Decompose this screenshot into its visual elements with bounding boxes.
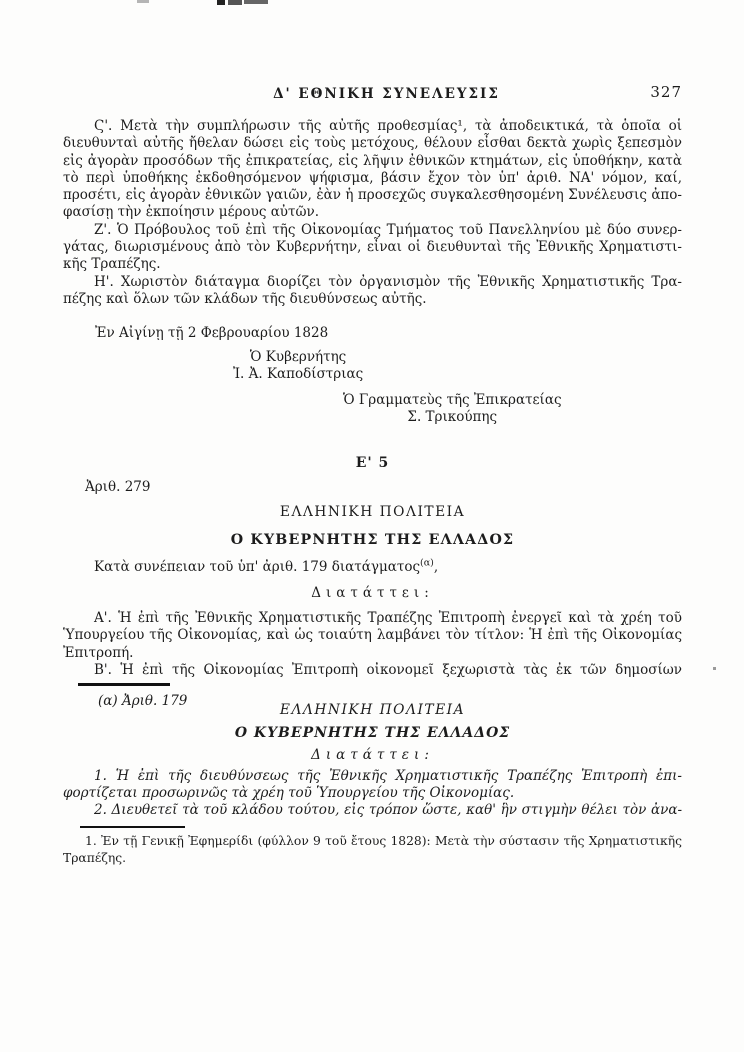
footnote-separator [78, 683, 170, 686]
text-line: κῆς Τραπέζης. [63, 256, 161, 273]
page-content [63, 0, 682, 866]
section-label: Ε' 5 [355, 454, 390, 471]
footnote-alpha-ref: (α) [420, 557, 434, 569]
dateline: Ἐν Αἰγίνῃ τῇ 2 Φεβρουαρίου 1828 [95, 325, 329, 342]
signature-secretary-wrap [63, 384, 682, 427]
text-line: γάτας, διωρισμένους ἀπὸ τὸν Κυβερνήτην, εἶναι οἱ διευθυνταὶ τῆς Ἐθνικῆς Χρηματιστι- [63, 239, 682, 256]
paragraph-article-z [63, 222, 682, 274]
scan-speck [713, 667, 716, 670]
intro-comma: , [433, 558, 439, 575]
footnote-alpha-block [63, 693, 682, 820]
paragraph-article-a [63, 610, 682, 662]
signature-name: Ἰ. Ἀ. Καποδίστριας [233, 366, 364, 383]
text-line: Ἐπιτροπή. [63, 644, 134, 661]
text-line: Β'. Ἡ ἐπὶ τῆς Οἰκονομίας Ἐπιτροπὴ οἰκονομεῖ ξεχωριστὰ τὰς ἐκ τῶν δημοσίων [94, 662, 682, 679]
text-line: διευθυνταὶ αὐτῆς ἤθελαν δώσει εἰς τοὺς μετόχους, θέλουν εἶσθαι δεκτὰ χωρὶς ξεπεσμὸν [63, 135, 682, 152]
intro-line [94, 559, 682, 576]
footnote-one [63, 833, 682, 866]
footnote-alpha-label: (α) Ἀριθ. 179 [98, 692, 188, 709]
text-line: Ὑπουργείου τῆς Οἰκονομίας, καὶ ὡς τοιαύτη λαμβάνει τὸν τίτλον: Ἡ ἐπὶ τῆς Οἰκονομίας [63, 627, 682, 644]
paragraph-article-st [63, 118, 682, 222]
text-line: Τραπέζης. [63, 850, 127, 865]
text-line: Ζ'. Ὁ Πρόβουλος τοῦ ἐπὶ τῆς Οἰκονομίας Τμήματος τοῦ Πανελληνίου μὲ δύο συνερ- [94, 221, 682, 238]
text-line: τὸ περὶ ὑποθήκης ἐκδοθησόμενον ψήφισμα, βάσιν ἔχον τὸν ὑπ' ἀριθ. ΝΑ' νόμον, καί, [63, 169, 682, 186]
decree-word: Διατάττει: [311, 584, 434, 601]
paragraph-footnote-2 [63, 802, 682, 819]
page-number: 327 [650, 83, 682, 101]
text-line: 2. Διευθετεῖ τὰ τοῦ κλάδου τούτου, εἰς τρόπον ὥστε, καθ' ἣν στιγμὴν θέλει τὸν ἀνα- [94, 802, 682, 819]
text-line: φασίσῃ τὴν ἐκποίησιν μέρους αὐτῶν. [63, 204, 319, 221]
text-line: Η'. Χωριστὸν διάταγμα διορίζει τὸν ὀργανισμὸν τῆς Ἐθνικῆς Χρηματιστικῆς Τρα- [94, 273, 682, 290]
running-header [63, 83, 682, 104]
signature-governor [233, 349, 363, 384]
text-line: Α'. Ἡ ἐπὶ τῆς Ἐθνικῆς Χρηματιστικῆς Τραπέζης Ἐπιτροπὴ ἐνεργεῖ καὶ τὰ χρέη τοῦ [94, 610, 682, 627]
text-line: πέζης καὶ ὅλων τῶν κλάδων τῆς διευθύνσεως αὐτῆς. [63, 290, 427, 307]
paragraph-article-b [63, 662, 682, 679]
signature-governor-wrap [63, 343, 682, 384]
signature-name: Σ. Τρικούπης [407, 409, 498, 426]
signature-role: Ὁ Γραμματεὺς τῆς Ἐπικρατείας [343, 391, 562, 408]
state-heading-italic: ΕΛΛΗΝΙΚΗ ΠΟΛΙΤΕΙΑ [279, 701, 466, 718]
text-line: Ϛ'. Μετὰ τὴν συμπλήρωσιν τῆς αὐτῆς προθεσμίας¹, τὰ ἀποδεικτικά, τὰ ὁποῖα οἱ [94, 118, 682, 134]
text-line: εἰς ἀγορὰν προσόδων τῆς ἐπικρατείας, εἰς λῆψιν ἐθνικῶν κτημάτων, εἰς ὑποθήκην, κατὰ [63, 152, 682, 169]
footnote-separator [80, 826, 185, 829]
text-line: 1. Ἡ ἐπὶ τῆς διευθύνσεως τῆς Ἐθνικῆς Χρηματιστικῆς Τραπέζης Ἐπιτροπὴ ἐπι- [94, 767, 682, 784]
text-line: 1. Ἐν τῇ Γενικῇ Ἐφημερίδι (φύλλον 9 τοῦ ἔτους 1828): Μετὰ τὴν σύστασιν τῆς Χρηματιστικῆς [85, 834, 682, 849]
intro-text: Κατὰ συνέπειαν τοῦ ὑπ' ἀριθ. 179 διατάγματος [94, 558, 421, 575]
running-header-title: Δ' ΕΘΝΙΚΗ ΣΥΝΕΛΕΥΣΙΣ [273, 86, 500, 102]
paragraph-footnote-1 [63, 768, 682, 803]
signature-role: Ὁ Κυβερνήτης [249, 348, 347, 365]
governor-heading: Ο ΚΥΒΕΡΝΗΤΗΣ ΤΗΣ ΕΛΛΑΔΟΣ [230, 531, 515, 548]
text-line: προσέτι, εἰς ἀγορὰν ἐθνικῶν γαιῶν, ἐὰν ἡ προσεχῶς συγκαλεσθησομένη Συνέλευσις ἀπο- [63, 187, 682, 204]
state-heading: ΕΛΛΗΝΙΚΗ ΠΟΛΙΤΕΙΑ [279, 503, 466, 520]
signature-secretary [343, 392, 562, 427]
governor-heading-italic: Ο ΚΥΒΕΡΝΗΤΗΣ ΤΗΣ ΕΛΛΑΔΟΣ [234, 724, 511, 741]
paragraph-article-h [63, 274, 682, 309]
decree-number: Ἀριθ. 279 [85, 478, 151, 495]
decree-word-italic: Διατάττει: [311, 746, 434, 763]
text-line: φορτίζεται προσωρινῶς τὰ χρέη τοῦ Ὑπουργείου τῆς Οἰκονομίας. [63, 785, 515, 802]
